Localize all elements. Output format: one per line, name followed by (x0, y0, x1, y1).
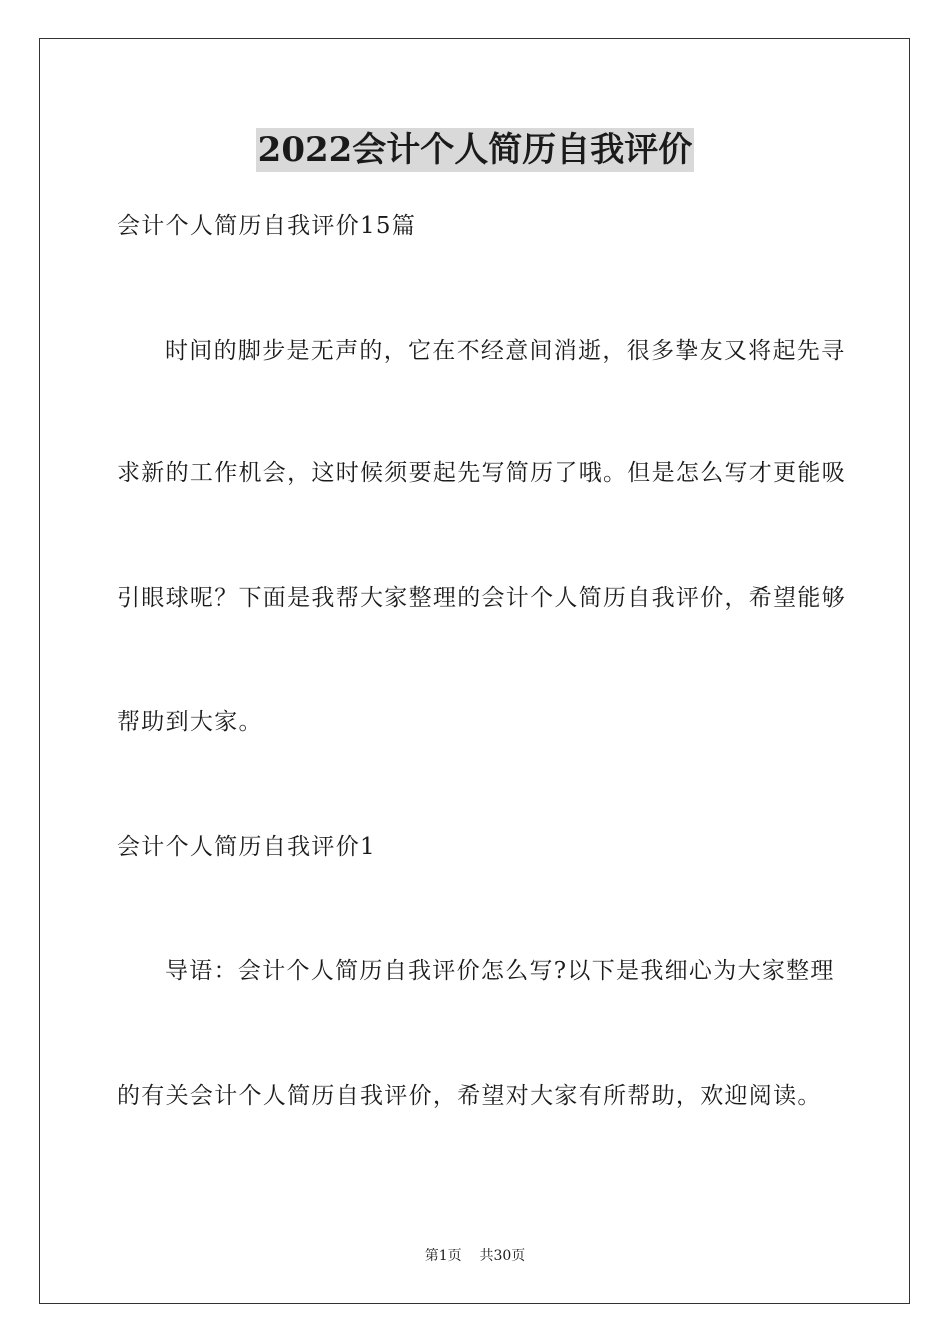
guide-paragraph-line-2: 的有关会计个人简历自我评价，希望对大家有所帮助，欢迎阅读。 (117, 1083, 822, 1109)
document-subtitle: 会计个人简历自我评价15篇 (117, 213, 417, 239)
intro-paragraph-line-1: 时间的脚步是无声的，它在不经意间消逝，很多挚友又将起先寻 (165, 338, 846, 364)
intro-paragraph-line-2: 求新的工作机会，这时候须要起先写简历了哦。但是怎么写才更能吸 (117, 460, 846, 486)
intro-paragraph-line-3: 引眼球呢？下面是我帮大家整理的会计个人简历自我评价，希望能够 (117, 585, 846, 611)
section-heading: 会计个人简历自我评价1 (117, 834, 376, 860)
document-title: 2022会计个人简历自我评价 (257, 130, 693, 170)
page-total: 共30页 (479, 1248, 526, 1264)
page-number: 第1页 (424, 1248, 462, 1264)
page-footer (0, 1246, 950, 1266)
guide-paragraph-line-1: 导语：会计个人简历自我评价怎么写?以下是我细心为大家整理 (165, 958, 835, 984)
title-container (0, 128, 950, 172)
intro-paragraph-line-4: 帮助到大家。 (117, 709, 263, 735)
